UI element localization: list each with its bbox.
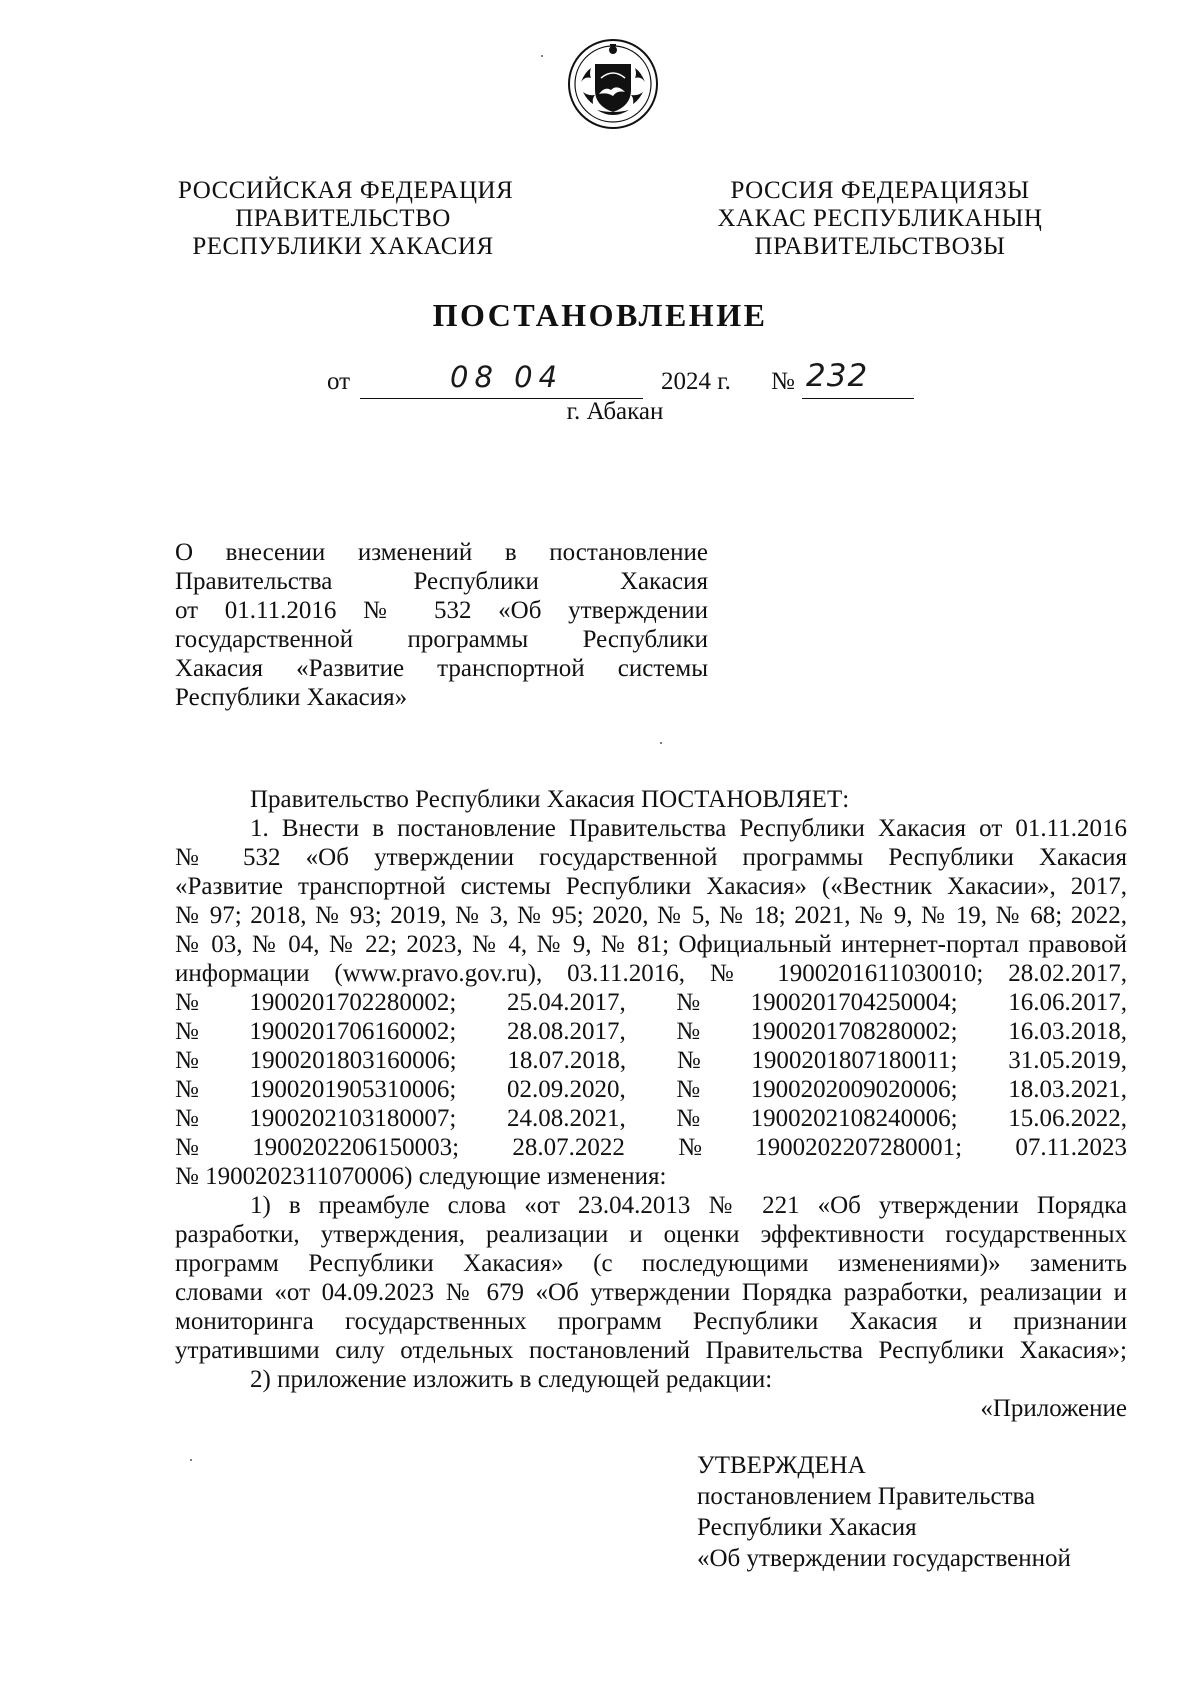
cell: 18.03.2021, bbox=[1008, 1076, 1127, 1103]
item1-line: № 03, № 04, № 22; 2023, № 4, № 9, № 81; Официальный интернет-портал правовой bbox=[175, 931, 1127, 958]
sub1-line: разработки, утверждения, реализации и оценки эффективности государственных bbox=[175, 1221, 1127, 1248]
approval-line: «Об утверждении государственной bbox=[697, 1545, 1071, 1572]
scan-speck bbox=[541, 55, 543, 57]
cell: № bbox=[676, 1076, 701, 1103]
sub1-line: мониторинга государственных программ Республики Хакасия и признании bbox=[175, 1308, 1127, 1335]
cell: 1900201704250004; bbox=[750, 989, 958, 1016]
cell: 31.05.2019, bbox=[1008, 1047, 1127, 1074]
registration-row bbox=[175, 1017, 1127, 1046]
cell: № bbox=[676, 1018, 701, 1045]
cell: № bbox=[175, 989, 199, 1016]
cell: 28.08.2017, bbox=[506, 1018, 626, 1045]
registration-row bbox=[175, 1046, 1127, 1075]
cell: 1900201905310006; bbox=[249, 1076, 457, 1103]
item1-line: № 97; 2018, № 93; 2019, № 3, № 95; 2020, № 5, № 18; 2021, № 9, № 19, № 68; 2022, bbox=[175, 902, 1127, 929]
scan-speck bbox=[190, 1459, 192, 1461]
cell: № bbox=[175, 1105, 199, 1132]
cell: 1900202108240006; bbox=[750, 1105, 958, 1132]
handwritten-number: 232 bbox=[806, 358, 869, 394]
cell: 1900201807180011; bbox=[751, 1047, 958, 1074]
number-prefix: № bbox=[771, 368, 795, 395]
cell: № bbox=[175, 1134, 199, 1161]
approval-line: Республики Хакасия bbox=[697, 1514, 917, 1541]
sub1-line: программ Республики Хакасия» (с последующими изменениями)» заменить bbox=[175, 1250, 1127, 1277]
header-left-line: РОССИЙСКАЯ ФЕДЕРАЦИЯ bbox=[178, 177, 514, 204]
header-left-line: ПРАВИТЕЛЬСТВО bbox=[235, 205, 451, 232]
sub2-line: 2) приложение изложить в следующей редакции: bbox=[250, 1366, 773, 1393]
item1-end: № 1900202311070006) следующие изменения: bbox=[175, 1163, 667, 1190]
subject-line: Правительства Республики Хакасия bbox=[175, 568, 708, 595]
cell: 16.03.2018, bbox=[1008, 1018, 1127, 1045]
cell: № bbox=[676, 989, 701, 1016]
cell: 02.09.2020, bbox=[506, 1076, 626, 1103]
preamble: Правительство Республики Хакасия ПОСТАНОВЛЯЕТ: bbox=[250, 786, 850, 813]
header-left-line: РЕСПУБЛИКИ ХАКАСИЯ bbox=[192, 233, 494, 260]
subject-line: от 01.11.2016 № 532 «Об утверждении bbox=[175, 597, 708, 624]
item1-line: № 532 «Об утверждении государственной программы Республики Хакасия bbox=[175, 844, 1127, 871]
registration-row bbox=[175, 1104, 1127, 1133]
item1-line: «Развитие транспортной системы Республики Хакасия» («Вестник Хакасии», 2017, bbox=[175, 873, 1127, 900]
sub1-line: 1) в преамбуле слова «от 23.04.2013 № 221 «Об утверждении Порядка bbox=[250, 1192, 1127, 1219]
document-type-title: ПОСТАНОВЛЕНИЕ bbox=[432, 297, 768, 333]
item1-line: 1. Внести в постановление Правительства Республики Хакасия от 01.11.2016 bbox=[250, 815, 1127, 842]
cell: № bbox=[676, 1105, 701, 1132]
cell: № bbox=[175, 1018, 199, 1045]
item1-line: информации (www.pravo.gov.ru), 03.11.2016, № 1900201611030010; 28.02.2017, bbox=[175, 960, 1127, 987]
cell: 1900201803160006; bbox=[249, 1047, 457, 1074]
cell: 1900201708280002; bbox=[750, 1018, 958, 1045]
cell: № bbox=[175, 1047, 199, 1074]
date-prefix: от bbox=[327, 368, 351, 395]
date-number-line bbox=[0, 358, 1200, 400]
city-label: г. Абакан bbox=[566, 398, 664, 425]
document-body bbox=[175, 785, 1127, 1423]
cell: 18.07.2018, bbox=[507, 1047, 627, 1074]
appendix-label: «Приложение bbox=[980, 1395, 1127, 1422]
cell: № bbox=[678, 1134, 702, 1161]
subject-line: Республики Хакасия» bbox=[175, 684, 408, 711]
cell: № bbox=[676, 1047, 701, 1074]
header-right-line: ХАКАС РЕСПУБЛИКАНЫҢ bbox=[717, 205, 1043, 232]
header-right bbox=[715, 177, 1045, 261]
handwritten-date: 08 04 bbox=[450, 360, 564, 394]
scan-speck bbox=[660, 742, 662, 744]
cell: 15.06.2022, bbox=[1008, 1105, 1127, 1132]
cell: 1900202206150003; bbox=[252, 1134, 460, 1161]
cell: 24.08.2021, bbox=[506, 1105, 626, 1132]
cell: 16.06.2017, bbox=[1008, 989, 1127, 1016]
subject-line: О внесении изменений в постановление bbox=[175, 539, 708, 566]
sub1-line: утратившими силу отдельных постановлений Правительства Республики Хакасия»; bbox=[175, 1337, 1127, 1364]
cell: 07.11.2023 bbox=[1015, 1134, 1127, 1161]
cell: 1900202009020006; bbox=[750, 1076, 958, 1103]
sub1-line: словами «от 04.09.2023 № 679 «Об утверждении Порядка разработки, реализации и bbox=[175, 1279, 1127, 1306]
cell: 1900202207280001; bbox=[755, 1134, 963, 1161]
subject-line: Хакасия «Развитие транспортной системы bbox=[175, 655, 708, 682]
coat-of-arms-icon bbox=[567, 38, 659, 130]
year-label: 2024 г. bbox=[661, 368, 731, 395]
cell: 1900201706160002; bbox=[249, 1018, 457, 1045]
approval-block bbox=[697, 1450, 1071, 1574]
registration-row bbox=[175, 1075, 1127, 1104]
registration-row bbox=[175, 988, 1127, 1017]
cell: 25.04.2017, bbox=[506, 989, 626, 1016]
cell: № bbox=[175, 1076, 199, 1103]
cell: 1900202103180007; bbox=[249, 1105, 457, 1132]
approval-line: постановлением Правительства bbox=[697, 1483, 1036, 1510]
header-right-line: ПРАВИТЕЛЬСТВОЗЫ bbox=[754, 233, 1006, 260]
document-subject bbox=[175, 538, 708, 712]
subject-line: государственной программы Республики bbox=[175, 626, 708, 653]
registration-row bbox=[175, 1133, 1127, 1162]
header-left bbox=[178, 177, 514, 261]
cell: 1900201702280002; bbox=[249, 989, 457, 1016]
approval-line: УТВЕРЖДЕНА bbox=[697, 1452, 866, 1479]
header-right-line: РОССИЯ ФЕДЕРАЦИЯЗЫ bbox=[730, 177, 1030, 204]
cell: 28.07.2022 bbox=[512, 1134, 625, 1161]
